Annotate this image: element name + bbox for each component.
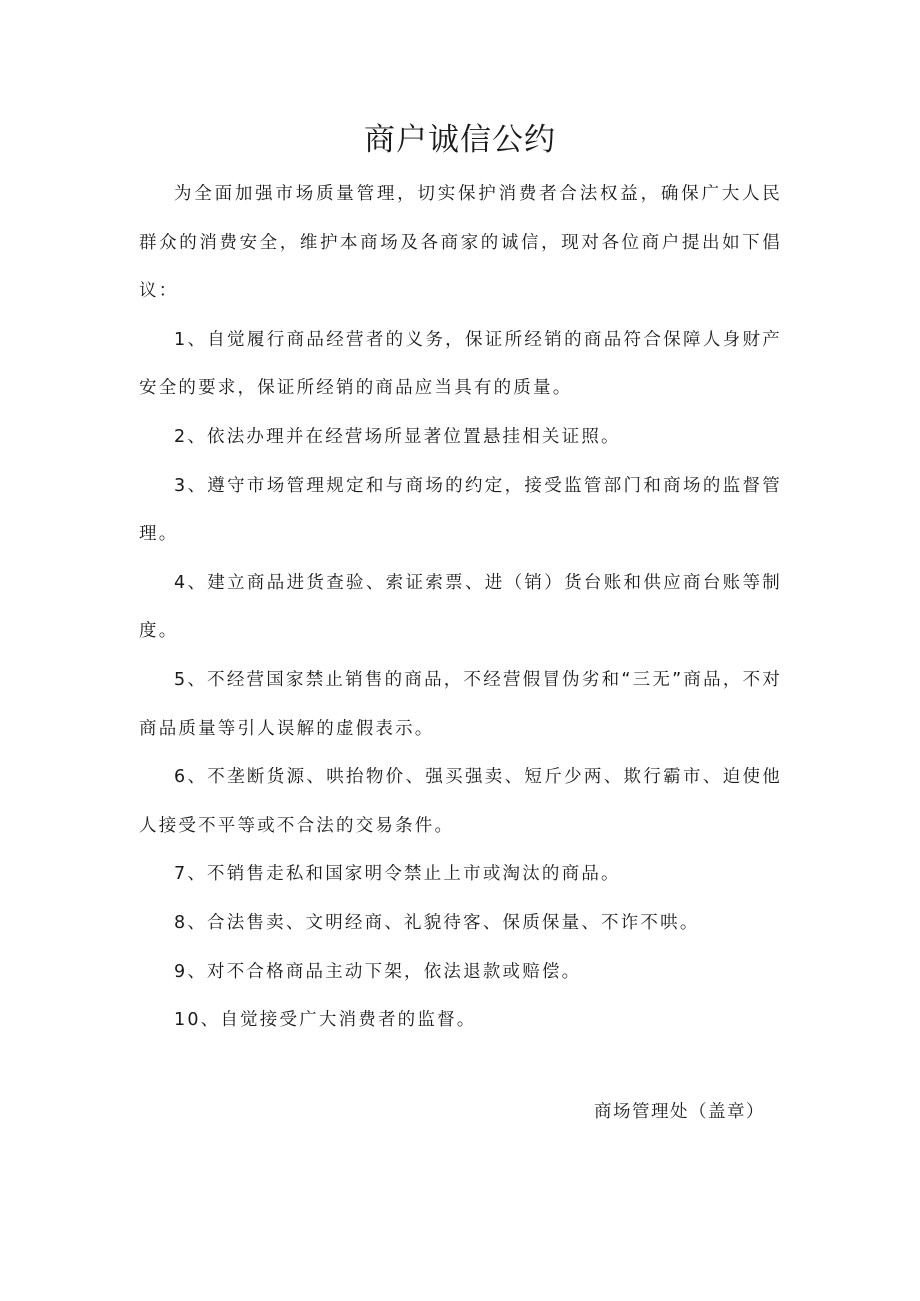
article-10: 10、自觉接受广大消费者的监督。 — [174, 1010, 477, 1031]
article-9: 9、对不合格商品主动下架，依法退款或赔偿。 — [174, 961, 582, 982]
article-8: 8、合法售卖、文明经商、礼貌待客、保质保量、不诈不哄。 — [174, 912, 700, 933]
article-1: 1、自觉履行商品经营者的义务，保证所经销的商品符合保障人身财产安全的要求，保证所经销的商品应当具有的质量。 — [139, 329, 782, 399]
article-2: 2、依法办理并在经营场所显著位置悬挂相关证照。 — [174, 426, 621, 447]
article-3: 3、遵守市场管理规定和与商场的约定，接受监管部门和商场的监督管理。 — [139, 475, 782, 545]
document-body — [139, 170, 782, 1045]
signature-line: 商场管理处（盖章） — [594, 1102, 765, 1122]
intro-paragraph: 为全面加强市场质量管理，切实保护消费者合法权益，确保广大人民群众的消费安全，维护本商场及各商家的诚信，现对各位商户提出如下倡议： — [139, 184, 782, 302]
article-5: 5、不经营国家禁止销售的商品，不经营假冒伪劣和“三无”商品，不对商品质量等引人误解的虚假表示。 — [139, 669, 782, 739]
article-6: 6、不垄断货源、哄抬物价、强买强卖、短斤少两、欺行霸市、迫使他人接受不平等或不合法的交易条件。 — [139, 767, 782, 836]
page-title: 商户诚信公约 — [364, 122, 556, 158]
article-4: 4、建立商品进货查验、索证索票、进（销）货台账和供应商台账等制度。 — [139, 572, 782, 642]
article-7: 7、不销售走私和国家明令禁止上市或淘汰的商品。 — [174, 864, 621, 885]
